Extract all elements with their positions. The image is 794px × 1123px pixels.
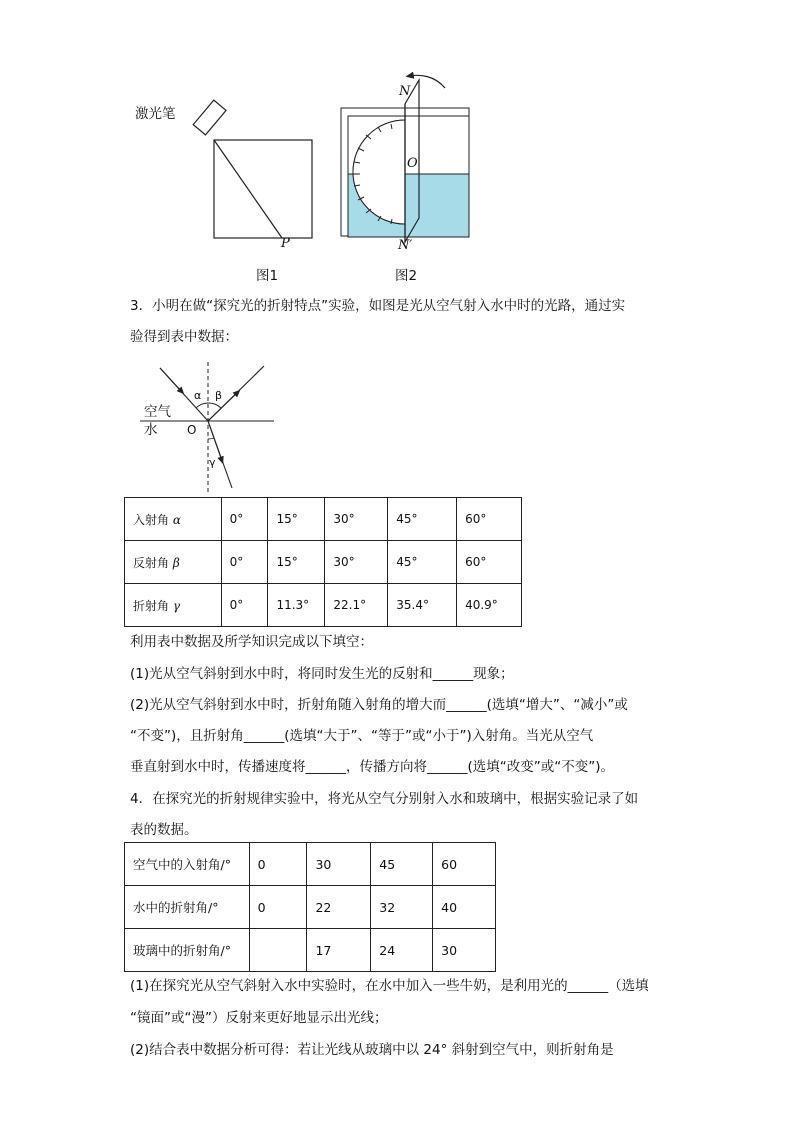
- figure-2-caption: 图2: [395, 268, 418, 284]
- table-cell: 60°: [457, 498, 522, 541]
- air-label: 空气: [144, 404, 171, 420]
- normal-top-label: N: [399, 84, 411, 99]
- table-cell: 45: [371, 843, 433, 886]
- row-label: 水中的折射角/°: [125, 886, 250, 929]
- beta-label: β: [215, 389, 223, 402]
- table-cell: 0°: [221, 584, 268, 627]
- table-cell: 30: [307, 843, 371, 886]
- figure-1-caption: 图1: [256, 268, 279, 284]
- q3-part-2-line-1: (2)光从空气斜射到水中时，折射角随入射角的增大而______(选填“增大”、“减小”或: [130, 697, 628, 713]
- alpha-label: α: [194, 389, 202, 402]
- q3-part-2-line-3: 垂直射到水中时，传播速度将______，传播方向将______(选填“改变”或“不变”)。: [130, 759, 615, 775]
- table-row: [125, 498, 522, 541]
- table-cell: 22.1°: [325, 584, 388, 627]
- table-cell: 15°: [268, 498, 325, 541]
- table-cell: 35.4°: [388, 584, 457, 627]
- row-label: 折射角 γ: [125, 584, 222, 627]
- table-cell: 0: [249, 843, 307, 886]
- q3-part-2-line-2: “不变”)，且折射角______(选填“大于”、“等于”或“小于”)入射角。当光从空气: [130, 728, 594, 744]
- row-label: 入射角 α: [125, 498, 222, 541]
- table-cell: 0°: [221, 498, 268, 541]
- table-cell: 0°: [221, 541, 268, 584]
- table-cell: 17: [307, 929, 371, 972]
- point-o-label: O: [407, 156, 418, 171]
- point-p-label: P: [281, 236, 290, 251]
- table-cell: 32: [371, 886, 433, 929]
- row-label: 玻璃中的折射角/°: [125, 929, 250, 972]
- table-cell: 40.9°: [457, 584, 522, 627]
- table-cell: [249, 929, 307, 972]
- table-cell: 0: [249, 886, 307, 929]
- table-cell: 40: [433, 886, 496, 929]
- q4-part-1-line-2: “镜面”或“漫”）反射来更好地显示出光线；: [130, 1010, 388, 1026]
- table-row: [125, 886, 496, 929]
- table-cell: 60: [433, 843, 496, 886]
- table-cell: 15°: [268, 541, 325, 584]
- table-cell: 45°: [388, 541, 457, 584]
- table-cell: 11.3°: [268, 584, 325, 627]
- origin-o-label: O: [187, 423, 197, 437]
- q4-refraction-table: [124, 842, 496, 972]
- row-label: 反射角 β: [125, 541, 222, 584]
- laser-pen-label: 激光笔: [135, 106, 176, 122]
- gamma-label: γ: [209, 456, 216, 469]
- q3-line-2: 验得到表中数据：: [130, 329, 238, 345]
- table-cell: 45°: [388, 498, 457, 541]
- table-cell: 30°: [325, 541, 388, 584]
- q4-part-1-line-1: (1)在探究光从空气斜射入水中实验时，在水中加入一些牛奶，是利用光的______（选填: [130, 978, 649, 994]
- table-row: [125, 584, 522, 627]
- q3-angle-table: [124, 497, 522, 627]
- q4-line-2: 表的数据。: [130, 822, 198, 838]
- q4-line-1: 4．在探究光的折射规律实验中，将光从空气分别射入水和玻璃中，根据实验记录了如: [130, 791, 639, 807]
- normal-bottom-label: N′: [398, 238, 413, 253]
- table-cell: 30°: [325, 498, 388, 541]
- row-label: 空气中的入射角/°: [125, 843, 250, 886]
- table-cell: 22: [307, 886, 371, 929]
- table-cell: 30: [433, 929, 496, 972]
- q4-part-2: (2)结合表中数据分析可得：若让光线从玻璃中以 24° 斜射到空气中，则折射角是: [130, 1042, 614, 1058]
- table-cell: 24: [371, 929, 433, 972]
- q3-part-1: (1)光从空气斜射到水中时，将同时发生光的反射和______现象；: [130, 666, 514, 682]
- water-label: 水: [144, 422, 158, 438]
- table-cell: 60°: [457, 541, 522, 584]
- q3-line-1: 3．小明在做“探究光的折射特点”实验，如图是光从空气射入水中时的光路，通过实: [130, 298, 626, 314]
- table-row: [125, 843, 496, 886]
- table-row: [125, 929, 496, 972]
- q3-instruction: 利用表中数据及所学知识完成以下填空：: [130, 634, 373, 650]
- table-row: [125, 541, 522, 584]
